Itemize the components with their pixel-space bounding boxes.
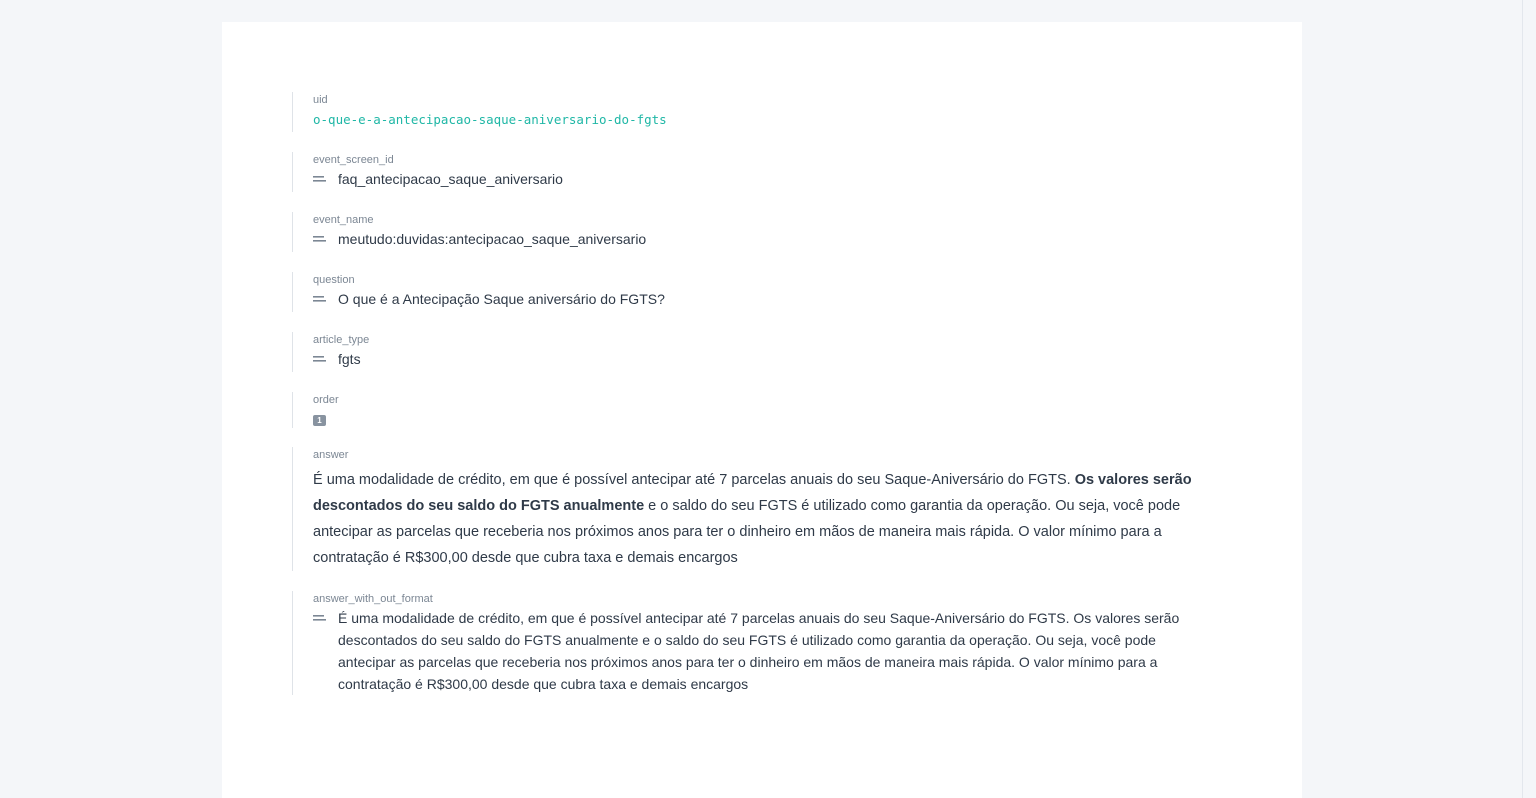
event-screen-id-value: faq_antecipacao_saque_aniversario: [338, 171, 563, 187]
field-list: [292, 92, 1212, 715]
field-label-article-type: article_type: [313, 334, 370, 346]
article-type-value: fgts: [338, 351, 361, 367]
field-row: [313, 228, 1212, 250]
answer-with-out-format-value: É uma modalidade de crédito, em que é possível antecipar até 7 parcelas anuais do seu Saque-Aniversário do FGTS. Os valores serão descontados do seu saldo do FGTS anualmente e o saldo do seu FGTS é utilizado como garantia da operação. Ou seja, você pode antecipar as parcelas que receberia nos próximos anos para ter o dinheiro em mãos de maneira mais rápida. O valor mínimo para a contratação é R$300,00 desde que cubra taxa e demais encargos: [338, 610, 1180, 692]
text-lines-icon: [313, 231, 326, 249]
uid-value: o-que-e-a-antecipacao-saque-aniversario-do-fgts: [313, 112, 667, 127]
field-label-answer-with-out-format: answer_with_out_format: [313, 593, 433, 605]
field-row: [313, 348, 1212, 370]
answer-rich-text: [313, 463, 1193, 571]
field-question[interactable]: [292, 272, 1212, 312]
question-value: O que é a Antecipação Saque aniversário do FGTS?: [338, 291, 665, 307]
field-label-question: question: [313, 274, 355, 286]
document-panel: [222, 22, 1302, 798]
answer-text-part: e o saldo do seu FGTS é utilizado como garantia da operação. Ou seja, você pode antecipar as parcelas que receberia nos próximos anos para ter o dinheiro em mãos de maneira mais rápida. O valor mínimo para a contratação é R$300,00 desde que cubra taxa e demais encargos: [313, 498, 1181, 566]
field-answer[interactable]: [292, 447, 1212, 571]
field-event-name[interactable]: [292, 212, 1212, 252]
text-lines-icon: [313, 171, 326, 189]
field-row: [313, 607, 1212, 695]
field-label-order: order: [313, 394, 339, 406]
field-label-uid: uid: [313, 94, 328, 106]
answer-text-part: É uma modalidade de crédito, em que é possível antecipar até 7 parcelas anuais do seu Saque-Aniversário do FGTS.: [313, 472, 1075, 488]
field-article-type[interactable]: [292, 332, 1212, 372]
field-label-event-screen-id: event_screen_id: [313, 154, 394, 166]
text-lines-icon: [313, 610, 326, 628]
field-row: [313, 168, 1212, 190]
field-label-event-name: event_name: [313, 214, 374, 226]
scrollbar-track[interactable]: [1522, 0, 1523, 798]
field-uid[interactable]: [292, 92, 1212, 132]
field-event-screen-id[interactable]: [292, 152, 1212, 192]
answer-bold-text: Os valores serão descontados do seu saldo do FGTS anualmente: [313, 472, 1192, 514]
field-row: [313, 288, 1212, 310]
field-answer-with-out-format[interactable]: [292, 591, 1212, 695]
field-row: [313, 408, 1212, 428]
field-label-answer: answer: [313, 449, 349, 461]
text-lines-icon: [313, 291, 326, 309]
text-lines-icon: [313, 351, 326, 369]
event-name-value: meutudo:duvidas:antecipacao_saque_aniversario: [338, 231, 647, 247]
field-order[interactable]: [292, 392, 1212, 428]
number-icon: 1: [313, 415, 326, 426]
top-bar: [0, 0, 1536, 22]
